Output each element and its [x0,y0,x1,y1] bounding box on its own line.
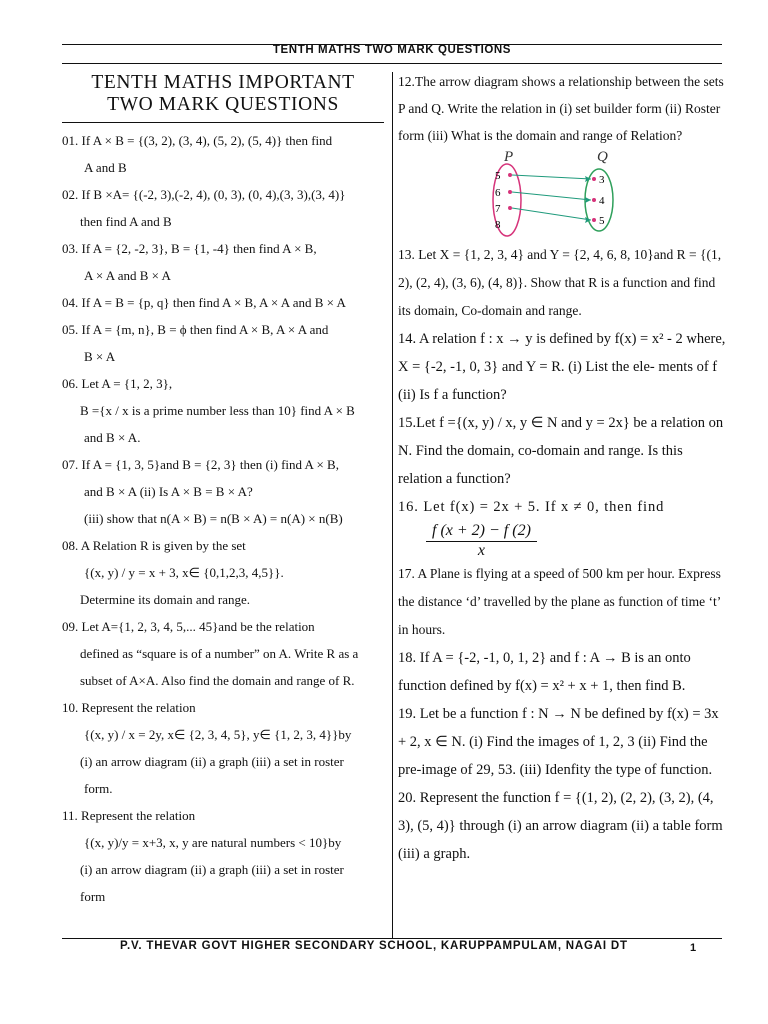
left-question-line: and B × A (ii) Is A × B = B × A? [84,484,253,499]
q16-fraction [426,521,537,560]
q-dot [592,198,596,202]
right-column [398,68,726,868]
arrow-line [512,175,591,179]
left-question-line: {(x, y) / x = 2y, x∈ {2, 3, 4, 5}, y∈ {1, 2, 3, 4}}by [84,727,352,742]
left-question-line: 03. If A = {2, -2, 3}, B = {1, -4} then find A × B, [62,241,317,256]
left-question-line: B ={x / x is a prime number less than 10} find A × B [80,403,355,418]
left-question-line: 10. Represent the relation [62,700,196,715]
left-question-line: (iii) show that n(A × B) = n(B × A) = n(A) × n(B) [84,511,343,526]
fraction-numerator: f (x + 2) − f (2) [426,521,537,542]
left-question-line: form [80,889,106,904]
title-line-1: TENTH MATHS IMPORTANT [91,72,355,93]
title-line-2: TWO MARK QUESTIONS [107,94,339,115]
left-question-line: {(x, y) / y = x + 3, x∈ {0,1,2,3, 4,5}}. [84,565,284,580]
q-element: 3 [599,174,605,186]
q-element: 5 [599,215,605,227]
p-dot [508,190,512,194]
left-question-line: 05. If A = {m, n}, B = ϕ then find A × B, A × A and [62,322,329,337]
left-question-line: 02. If B ×A= {(-2, 3),(-2, 4), (0, 3), (0, 4),(3, 3),(3, 4)} [62,187,346,202]
left-question-line: A × A and B × A [84,268,171,283]
question-15: 15.Let f ={(x, y) / x, y ∈ N and y = 2x} be a relation on N. Find the domain, co-domain and range. Is this relation a function? [398,415,724,487]
left-question-line: Determine its domain and range. [80,592,251,607]
left-question-line: 01. If A × B = {(3, 2), (3, 4), (5, 2), (5, 4)} then find [62,133,333,148]
p-element: 6 [495,187,501,199]
p-element: 5 [495,170,501,182]
q-dot [592,177,596,181]
question-14: 14. A relation f : x → y is defined by f(x) = x² - 2 where, X = {-2, -1, 0, 3} and Y = R. (i) List the ele- ments of f (ii) Is f a function? [398,331,726,403]
left-question-line: subset of A×A. Also find the domain and range of R. [80,673,355,688]
left-question-line: 04. If A = B = {p, q} then find A × B, A × A and B × A [62,295,346,310]
set-q-label: Q [597,149,608,165]
left-question-line: 07. If A = {1, 3, 5}and B = {2, 3} then (i) find A × B, [62,457,339,472]
left-question-line: 08. A Relation R is given by the set [62,538,246,553]
column-divider [392,72,393,938]
question-12: 12.The arrow diagram shows a relationship between the sets P and Q. Write the relation in (i) set builder form (ii) Roster form (iii) What is the domain and range of Relation? [398,74,724,143]
page-header: TENTH MATHS TWO MARK QUESTIONS [272,44,512,56]
left-question-line: 06. Let A = {1, 2, 3}, [62,376,173,391]
question-20: 20. Represent the function f = {(1, 2), (2, 2), (3, 2), (4, 3), (5, 4)} through (i) an arrow diagram (ii) a table form (iii) a graph. [398,790,723,862]
question-17: 17. A Plane is flying at a speed of 500 km per hour. Express the distance ‘d’ travelled by the plane as function of time ‘t’ in hours. [398,566,721,637]
arrow-line [512,192,591,200]
q-element: 4 [599,195,605,207]
question-19: 19. Let be a function f : N → N be defined by f(x) = 3x + 2, x ∈ N. (i) Find the images of 1, 2, 3 (ii) Find the pre-image of 29, 53. (iii) Idenfity the type of function. [398,706,719,778]
arrow-diagram [482,149,622,239]
left-question-line: (i) an arrow diagram (ii) a graph (iii) a set in roster [80,862,344,877]
p-dot [508,206,512,210]
footer-rule [62,938,722,939]
left-question-line: form. [84,781,113,796]
p-dot [508,173,512,177]
left-question-line: A and B [84,160,127,175]
question-list-left [62,123,390,910]
title-box [62,68,384,123]
q-dot [592,218,596,222]
header-rule [62,63,722,64]
arrow-line [512,208,591,220]
left-question-line: and B × A. [84,430,141,445]
footer-school: P.V. THEVAR GOVT HIGHER SECONDARY SCHOOL, KARUPPAMPULAM, NAGAI DT [120,940,628,952]
page-number: 1 [690,942,697,954]
left-column [62,68,390,910]
arrow-head [585,197,591,203]
question-13: 13. Let X = {1, 2, 3, 4} and Y = {2, 4, 6, 8, 10}and R = {(1, 2), (2, 4), (3, 6), (4, 8)}. Show that R is a function and find its domain, Co-domain and range. [398,247,722,318]
left-question-line: {(x, y)/y = x+3, x, y are natural numbers < 10}by [84,835,342,850]
question-18: 18. If A = {-2, -1, 0, 1, 2} and f : A → B is an onto function defined by f(x) = x² + x + 1, then find B. [398,650,691,694]
left-question-line: then find A and B [80,214,172,229]
left-question-line: 09. Let A={1, 2, 3, 4, 5,... 45}and be the relation [62,619,315,634]
left-question-line: 11. Represent the relation [62,808,196,823]
left-question-line: (i) an arrow diagram (ii) a graph (iii) a set in roster [80,754,344,769]
p-element: 8 [495,219,501,231]
question-16: 16. Let f(x) = 2x + 5. If x ≠ 0, then find [398,499,665,515]
fraction-denominator: x [477,542,485,559]
set-p-label: P [504,149,514,165]
left-question-line: B × A [84,349,116,364]
left-question-line: defined as “square is of a number” on A. Write R as a [80,646,359,661]
p-element: 7 [495,203,501,215]
